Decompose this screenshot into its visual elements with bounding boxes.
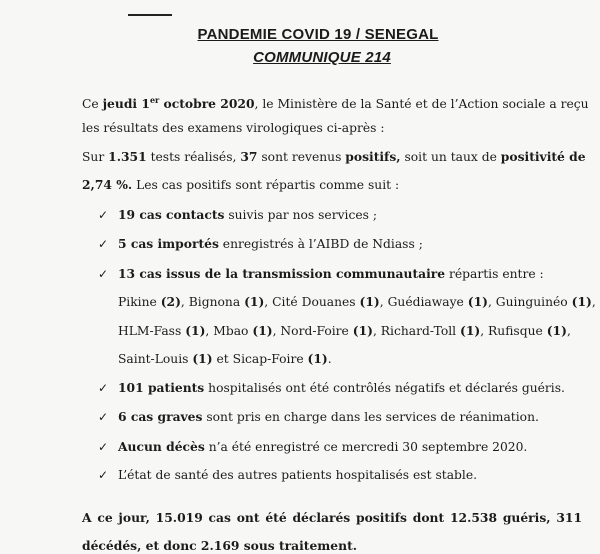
- list-item-deaths: ✓ Aucun décès n’a été enregistré ce mercredi 30 septembre 2020.: [98, 439, 528, 454]
- list-item-community: ✓ 13 cas issus de la transmission communautaire répartis entre :: [98, 266, 544, 281]
- localities-line-2: HLM-Fass (1), Mbao (1), Nord-Foire (1), Richard-Toll (1), Rufisque (1),: [118, 323, 571, 338]
- summary-line-1: A ce jour, 15.019 cas ont été déclarés positifs dont 12.538 guéris, 311: [82, 510, 582, 525]
- list-item-healed: ✓ 101 patients hospitalisés ont été contrôlés négatifs et déclarés guéris.: [98, 380, 565, 395]
- check-mark-icon: ✓: [98, 208, 109, 222]
- intro-line-2: les résultats des examens virologiques ci-après :: [82, 121, 385, 135]
- intro-line-1: Ce jeudi 1er octobre 2020, le Ministère de la Santé et de l’Action sociale a reçu: [82, 95, 589, 112]
- document-title: PANDEMIE COVID 19 / SENEGAL: [197, 26, 439, 43]
- top-rule: [128, 14, 172, 16]
- list-item-stable: ✓ L’état de santé des autres patients hospitalisés est stable.: [98, 468, 478, 482]
- localities-line-1: Pikine (2), Bignona (1), Cité Douanes (1), Guédiawaye (1), Guinguinéo (1),: [118, 294, 596, 309]
- list-item-severe: ✓ 6 cas graves sont pris en charge dans les services de réanimation.: [98, 409, 539, 424]
- localities-line-3: Saint-Louis (1) et Sicap-Foire (1).: [118, 351, 332, 366]
- intro-line-3: Sur 1.351 tests réalisés, 37 sont revenus positifs, soit un taux de positivité de: [82, 149, 586, 164]
- check-mark-icon: ✓: [98, 410, 109, 424]
- communique-number: COMMUNIQUE 214: [253, 49, 391, 66]
- summary-line-2: décédés, et donc 2.169 sous traitement.: [82, 538, 358, 553]
- list-item-imported: ✓ 5 cas importés enregistrés à l’AIBD de Ndiass ;: [98, 236, 423, 251]
- check-mark-icon: ✓: [98, 381, 109, 395]
- check-mark-icon: ✓: [98, 440, 109, 454]
- check-mark-icon: ✓: [98, 237, 109, 251]
- list-item-contacts: ✓ 19 cas contacts suivis par nos services ;: [98, 207, 377, 222]
- check-mark-icon: ✓: [98, 468, 109, 482]
- check-mark-icon: ✓: [98, 267, 109, 281]
- intro-line-4: 2,74 %. Les cas positifs sont répartis comme suit :: [82, 177, 400, 192]
